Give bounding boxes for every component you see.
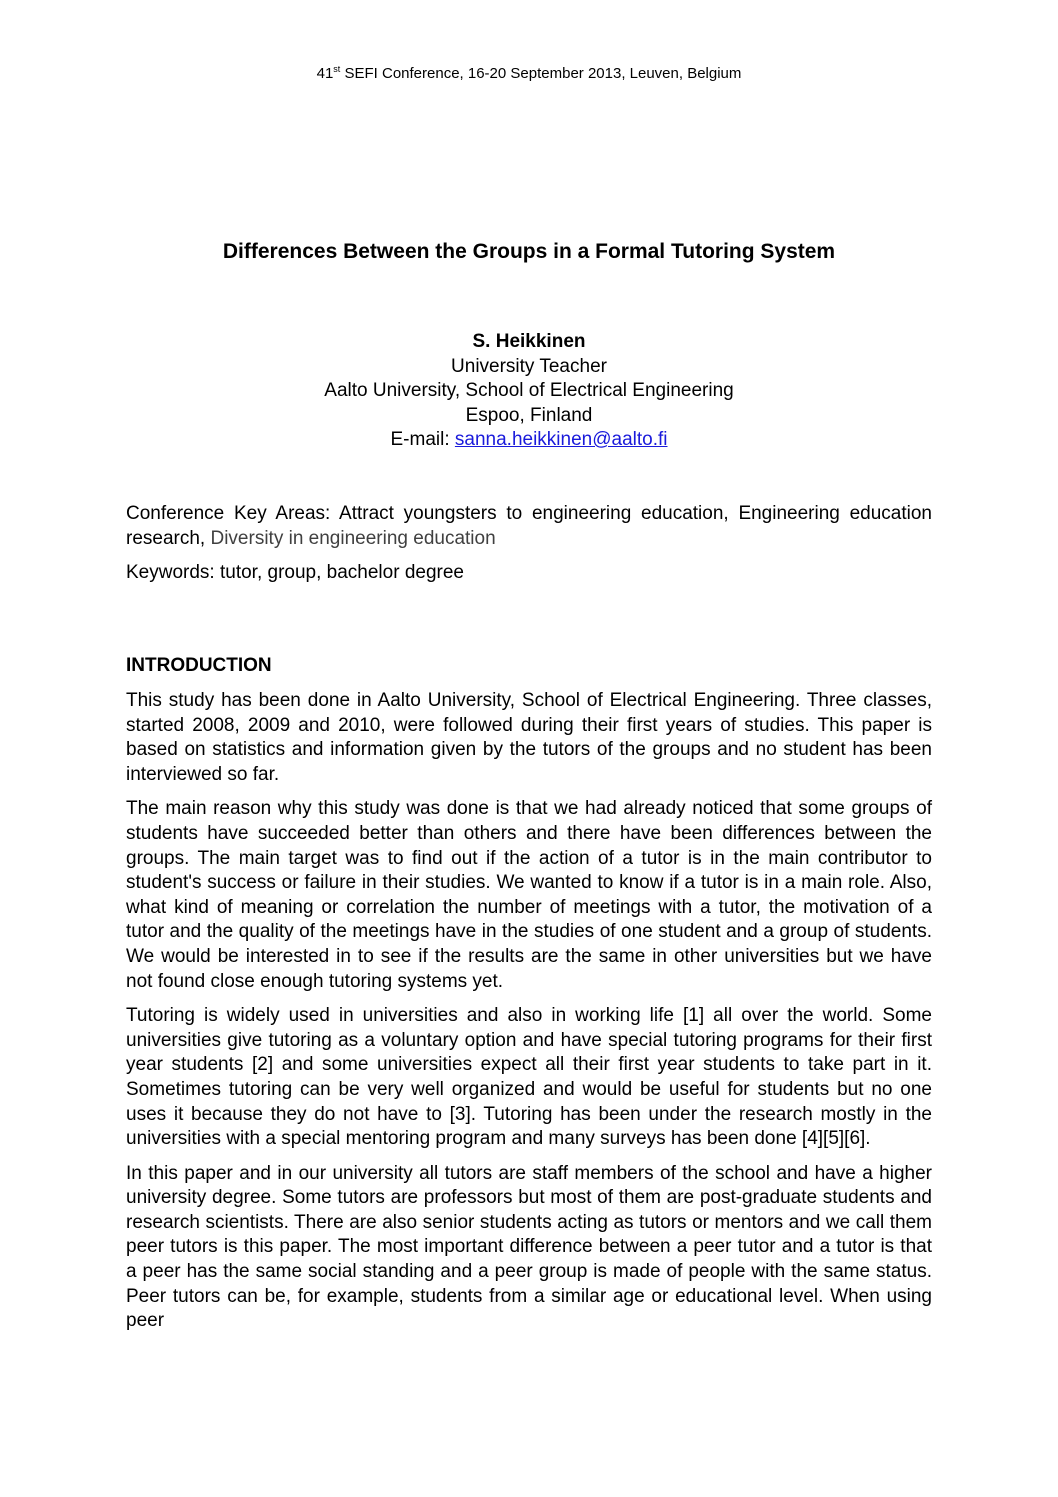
conference-details: SEFI Conference, 16-20 September 2013, Leuven, Belgium — [340, 65, 742, 82]
author-name: S. Heikkinen — [472, 331, 586, 352]
ordinal-superscript: st — [333, 64, 341, 74]
paragraph: The main reason why this study was done is that we had already noticed that some groups of students have succeeded better than others and there have been differences between the groups. The main target was to find out if the action of a tutor is in the main contributor to student's success or failure in their studies. We wanted to know if a tutor is in a main role. Also, what kind of meaning or correlation the number of meetings with a tutor, the motivation of a tutor and the quality of the meetings have in the studies of one student and a group of students. We would be interested in to see if the results are the same in other universities but we have not found close enough tutoring systems yet. — [126, 798, 932, 992]
key-areas-text: Conference Key Areas: Attract youngsters to engineering education, Engineering education research, — [126, 503, 932, 549]
section-heading-introduction: INTRODUCTION — [126, 655, 272, 676]
paragraph: Tutoring is widely used in universities and also in working life [1] all over the world. Some universities give tutoring as a voluntary option and have special tutoring programs for their first year students [2] and some universities expect all their first year students to take part in it. Sometimes tutoring can be very well organized and would be useful for students but no one uses it because they do not have to [3]. Tutoring has been under the research mostly in the universities with a special mentoring program and many surveys has been done [4][5][6]. — [126, 1005, 932, 1150]
paper-title: Differences Between the Groups in a Formal Tutoring System — [222, 240, 836, 263]
email-link[interactable]: sanna.heikkinen@aalto.fi — [454, 429, 668, 450]
key-areas-last: Diversity in engineering education — [210, 527, 496, 549]
author-email-line — [0, 428, 1058, 453]
author-block — [0, 330, 1058, 453]
author-affiliation: Aalto University, School of Electrical Engineering — [324, 380, 734, 401]
conference-number: 41 — [316, 65, 334, 82]
conference-header — [0, 64, 1058, 82]
paragraph: In this paper and in our university all tutors are staff members of the school and have a higher university degree. Some tutors are professors but most of them are post-graduate students and research scientists. There are also senior students acting as tutors or mentors and we call them peer tutors is this paper. The most important difference between a peer tutor and a tutor is that a peer has the same social standing and a peer group is made of people with the same status. Peer tutors can be, for example, students from a similar age or educational level. When using peer — [126, 1162, 932, 1332]
email-label: E-mail: — [390, 429, 455, 450]
introduction-body — [126, 689, 932, 1344]
author-position: University Teacher — [451, 355, 607, 377]
keywords: Keywords: tutor, group, bachelor degree — [126, 562, 464, 583]
conference-key-areas — [126, 502, 932, 551]
paragraph: This study has been done in Aalto University, School of Electrical Engineering. Three classes, started 2008, 2009 and 2010, were followed during their first years of studies. This paper is based on statistics and information given by the tutors of the groups and no student has been interviewed so far. — [126, 690, 932, 785]
author-location: Espoo, Finland — [465, 404, 593, 426]
